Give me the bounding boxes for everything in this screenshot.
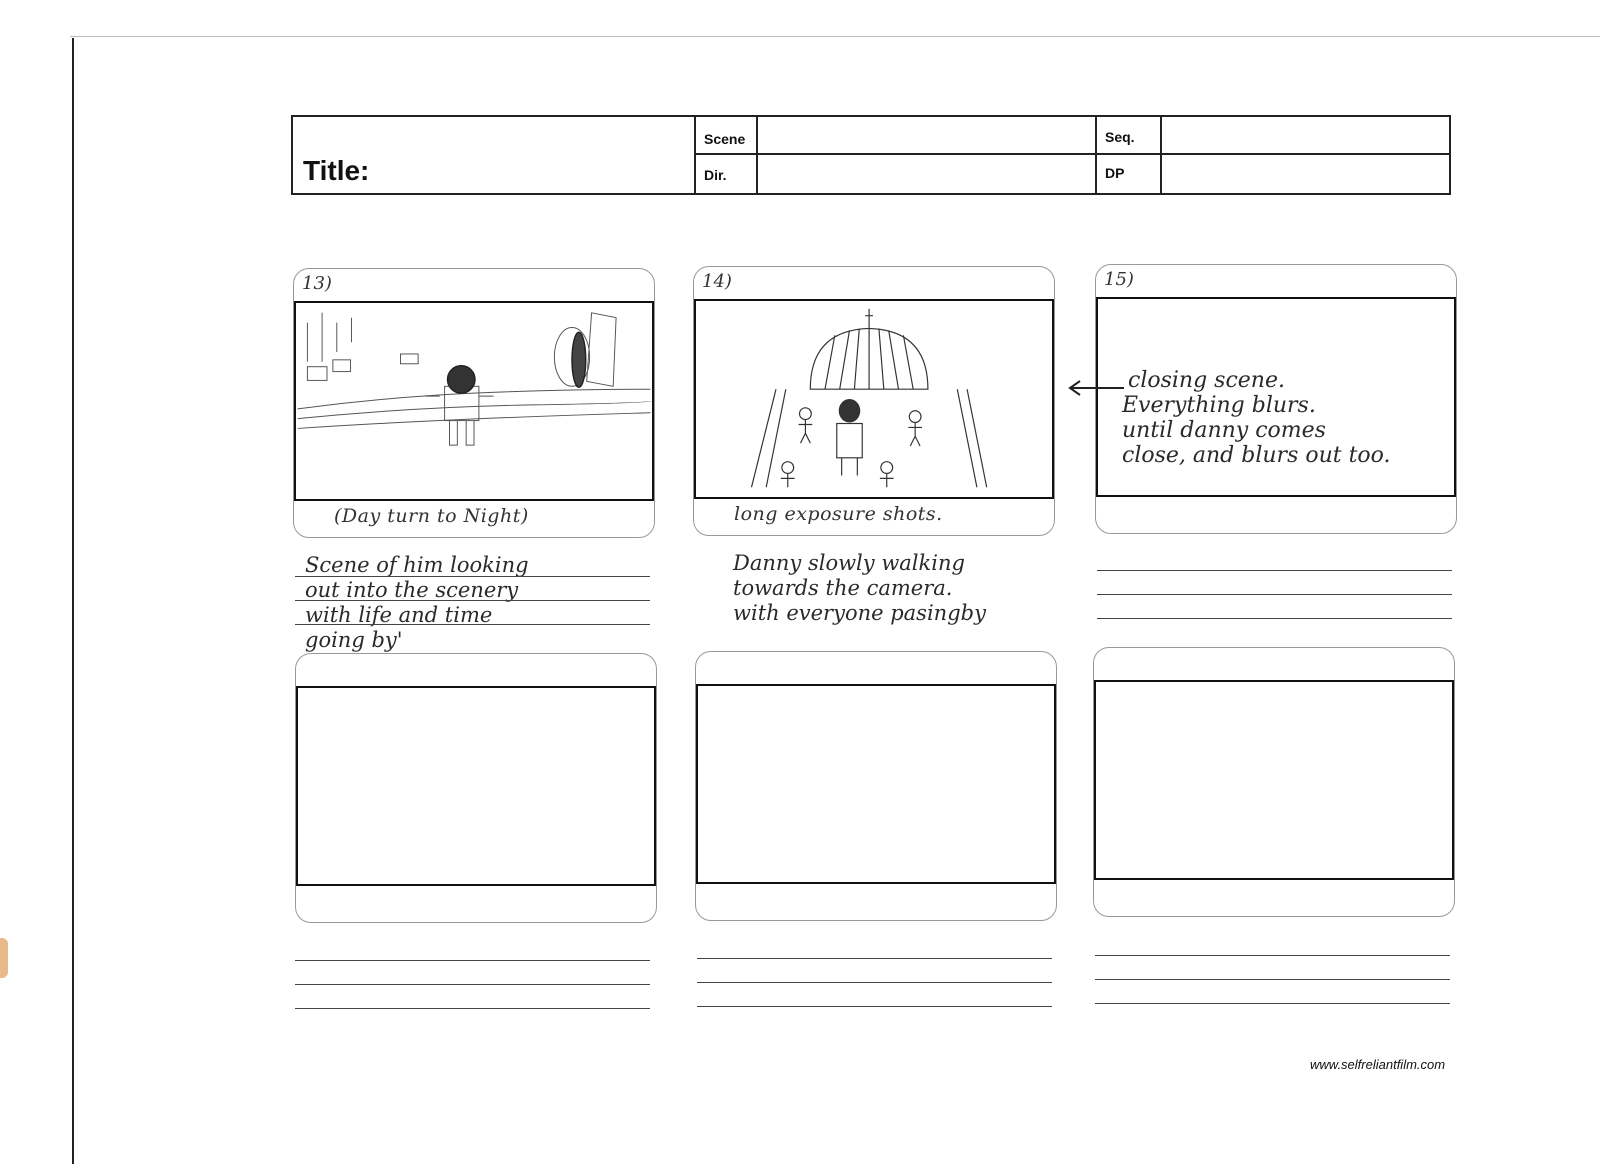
dp-label: DP bbox=[1105, 165, 1125, 181]
seq-label: Seq. bbox=[1105, 129, 1135, 145]
scan-artifact bbox=[0, 938, 8, 978]
note-line: with life and time bbox=[305, 603, 493, 627]
panel-14-note bbox=[733, 551, 986, 626]
note-rule bbox=[697, 958, 1052, 959]
panel-13-note bbox=[305, 553, 529, 653]
note-rule bbox=[295, 1008, 650, 1009]
note-rule bbox=[295, 984, 650, 985]
storyboard-panel bbox=[695, 651, 1057, 921]
note-line: close, and blurs out too. bbox=[1122, 443, 1391, 468]
panel-frame bbox=[1094, 680, 1454, 880]
header-divider bbox=[1095, 117, 1097, 193]
dir-label: Dir. bbox=[704, 167, 727, 183]
panel-number: 15) bbox=[1104, 269, 1134, 290]
note-line: out into the scenery bbox=[305, 578, 519, 602]
scene-field[interactable] bbox=[758, 117, 1093, 151]
panel-frame bbox=[296, 686, 656, 886]
panel-number: 14) bbox=[702, 271, 732, 292]
storyboard-header bbox=[291, 115, 1451, 195]
note-line: going by' bbox=[305, 628, 403, 652]
panel-frame bbox=[294, 301, 654, 501]
note-rule bbox=[295, 960, 650, 961]
panel-number: 13) bbox=[302, 273, 332, 294]
note-rule bbox=[697, 982, 1052, 983]
note-line: with everyone pasingby bbox=[733, 601, 986, 625]
note-line: Danny slowly walking bbox=[733, 551, 965, 575]
panel-caption: long exposure shots. bbox=[734, 503, 943, 525]
note-line: towards the camera. bbox=[733, 576, 953, 600]
note-rule bbox=[1095, 955, 1450, 956]
note-line: until danny comes bbox=[1122, 418, 1326, 443]
note-line: closing scene. bbox=[1128, 368, 1285, 393]
scan-margin-top bbox=[0, 0, 1600, 36]
panel-caption: (Day turn to Night) bbox=[334, 505, 529, 527]
scan-margin-left bbox=[0, 38, 74, 1164]
note-rule bbox=[1095, 1003, 1450, 1004]
sketch-dome-walking bbox=[696, 301, 1052, 497]
note-rule bbox=[1097, 618, 1452, 619]
note-line: Everything blurs. bbox=[1122, 393, 1316, 418]
panel-15-note bbox=[1122, 368, 1391, 468]
sketch-man-scenery bbox=[296, 303, 652, 499]
dp-field[interactable] bbox=[1162, 155, 1447, 193]
note-rule bbox=[1095, 979, 1450, 980]
page-top-edge bbox=[70, 36, 1600, 37]
scene-label: Scene bbox=[704, 131, 746, 147]
footer-url[interactable]: www.selfreliantfilm.com bbox=[1310, 1057, 1446, 1072]
note-rule bbox=[1097, 570, 1452, 571]
storyboard-panel bbox=[295, 653, 657, 923]
panel-frame bbox=[696, 684, 1056, 884]
panel-frame bbox=[694, 299, 1054, 499]
note-rule bbox=[295, 600, 650, 601]
storyboard-panel-13 bbox=[293, 268, 655, 538]
note-rule bbox=[295, 576, 650, 577]
title-label: Title: bbox=[303, 155, 370, 186]
dir-field[interactable] bbox=[758, 155, 1093, 193]
note-line: Scene of him looking bbox=[305, 553, 529, 577]
note-rule bbox=[1097, 594, 1452, 595]
storyboard-panel bbox=[1093, 647, 1455, 917]
note-rule bbox=[295, 624, 650, 625]
header-divider bbox=[694, 117, 696, 193]
note-rule bbox=[697, 1006, 1052, 1007]
storyboard-panel-14 bbox=[693, 266, 1055, 536]
seq-field[interactable] bbox=[1162, 117, 1447, 151]
arrow-left-icon bbox=[1066, 378, 1126, 398]
